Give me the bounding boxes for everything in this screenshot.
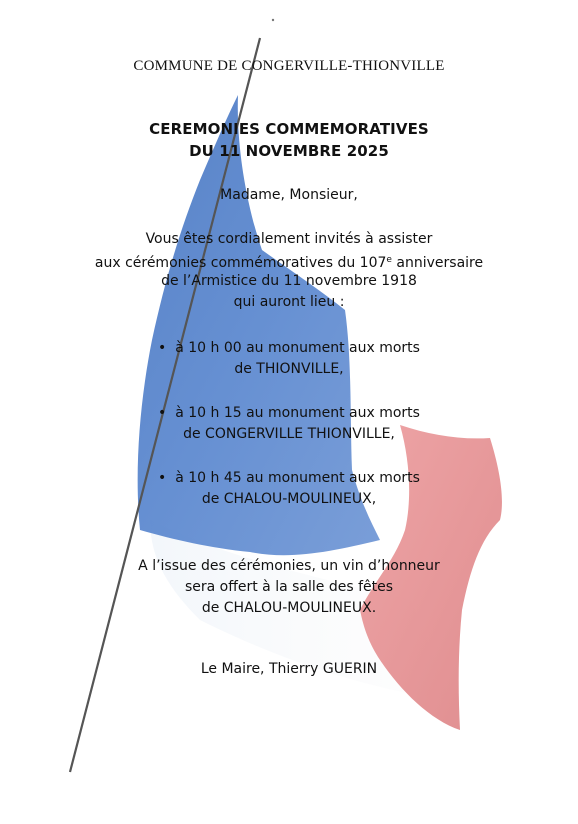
event-3-time-place: • à 10 h 45 au monument aux morts [0, 468, 578, 488]
event-1-time-place: • à 10 h 00 au monument aux morts [0, 338, 578, 358]
closing-line-1: A l’issue des cérémonies, un vin d’honneur [138, 558, 440, 574]
closing-line-2: sera offert à la salle des fêtes [184, 579, 394, 595]
ordinal-superscript: e [386, 255, 392, 265]
event-3-town: de CHALOU-MOULINEUX, [201, 491, 377, 507]
invitation-line-2 [0, 250, 578, 273]
title-line-2: DU 11 NOVEMBRE 2025 [189, 142, 389, 160]
invitation-line-3: de l’Armistice du 11 novembre 1918 [161, 273, 417, 289]
invitation-line-1: Vous êtes cordialement invités à assister [145, 231, 433, 247]
greeting: Madame, Monsieur, [220, 187, 358, 203]
mayor-signature: Le Maire, Thierry GUERIN [200, 661, 378, 677]
invitation-line-4: qui auront lieu : [233, 294, 345, 310]
event-1-town: de THIONVILLE, [234, 361, 344, 377]
commune-name: COMMUNE DE CONGERVILLE-THIONVILLE [133, 58, 445, 74]
invitation-line-2-end: anniversaire [391, 255, 484, 271]
event-2-time-place: • à 10 h 15 au monument aux morts [0, 403, 578, 423]
title-line-1: CEREMONIES COMMEMORATIVES [149, 120, 429, 138]
event-2-town: de CONGERVILLE THIONVILLE, [183, 426, 395, 442]
closing-line-3: de CHALOU-MOULINEUX. [201, 600, 377, 616]
invitation-line-2-start: aux cérémonies commémoratives du 107 [94, 255, 387, 271]
